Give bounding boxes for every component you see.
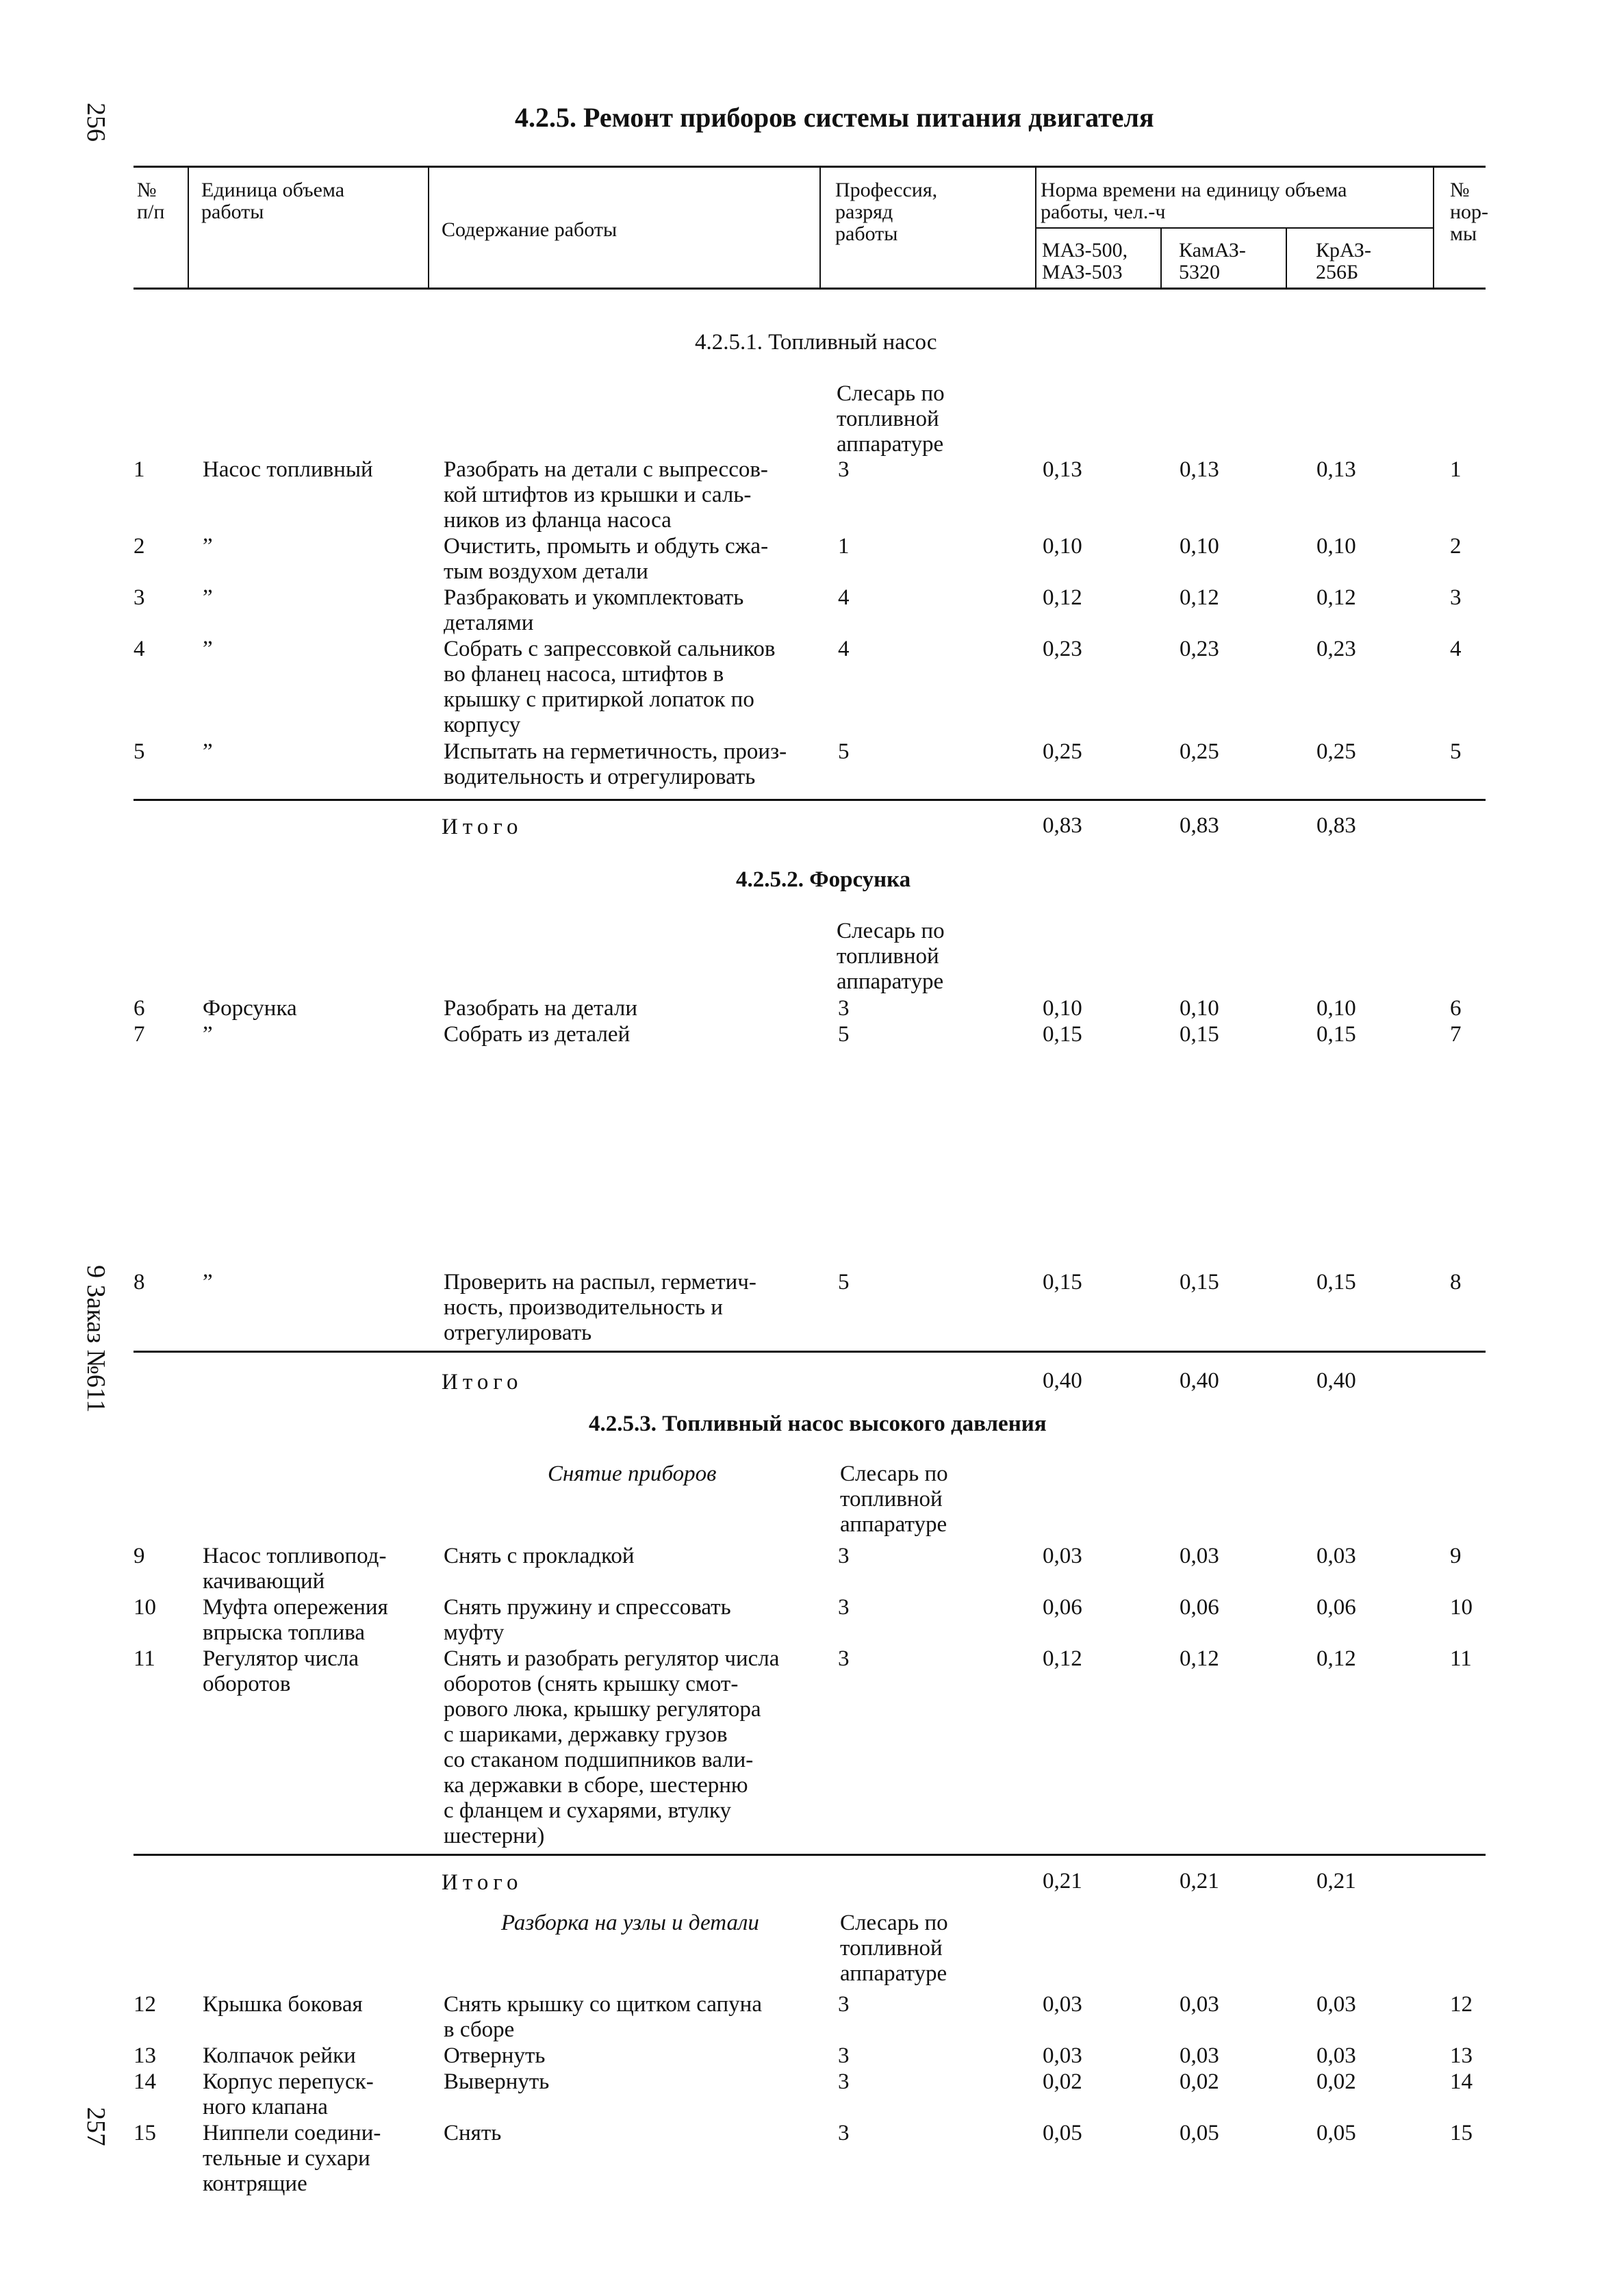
row-kamaz: 0,10	[1180, 996, 1219, 1021]
row-kamaz: 0,03	[1180, 2043, 1219, 2068]
row-kamaz: 0,05	[1180, 2121, 1219, 2145]
row-kraz: 0,13	[1316, 457, 1356, 482]
row-kamaz: 0,03	[1180, 1544, 1219, 1568]
row-norm: 11	[1450, 1646, 1472, 1671]
row-grade: 1	[838, 534, 850, 559]
row-unit: Ниппели соедини- тельные и сухари контрящие	[203, 2121, 381, 2196]
row-grade: 3	[838, 1544, 850, 1568]
row-maz: 0,13	[1043, 457, 1082, 482]
page-number-top: 256	[81, 103, 110, 142]
row-number: 8	[133, 1270, 145, 1294]
row-kraz: 0,03	[1316, 1544, 1356, 1568]
row-content: Вывернуть	[444, 2069, 550, 2094]
row-kamaz: 0,13	[1180, 457, 1219, 482]
row-unit: Колпачок рейки	[203, 2043, 356, 2068]
profession-label: Слесарь по топливной аппаратуре	[837, 919, 945, 994]
header-kraz: КрАЗ- 256Б	[1316, 239, 1371, 283]
row-maz: 0,03	[1043, 2043, 1082, 2068]
subheading-disassembly: Разборка на узлы и детали	[501, 1911, 759, 1935]
row-maz: 0,12	[1043, 1646, 1082, 1671]
row-number: 3	[133, 585, 145, 610]
row-grade: 5	[838, 739, 850, 764]
row-kamaz: 0,12	[1180, 585, 1219, 610]
row-unit: ”	[203, 637, 213, 661]
total-kamaz: 0,40	[1180, 1368, 1219, 1393]
row-norm: 3	[1450, 585, 1462, 610]
row-norm: 10	[1450, 1595, 1473, 1620]
row-kamaz: 0,02	[1180, 2069, 1219, 2094]
row-kamaz: 0,15	[1180, 1022, 1219, 1047]
row-grade: 3	[838, 1646, 850, 1671]
row-kraz: 0,05	[1316, 2121, 1356, 2145]
row-norm: 13	[1450, 2043, 1473, 2068]
total-label: Итого	[442, 815, 523, 839]
row-number: 2	[133, 534, 145, 559]
row-number: 14	[133, 2069, 156, 2094]
row-kamaz: 0,12	[1180, 1646, 1219, 1671]
row-content: Очистить, промыть и обдуть сжа- тым воздухом детали	[444, 534, 769, 584]
row-maz: 0,03	[1043, 1992, 1082, 2017]
page-title: 4.2.5. Ремонт приборов системы питания двигателя	[515, 102, 1154, 133]
row-norm: 2	[1450, 534, 1462, 559]
row-kraz: 0,10	[1316, 534, 1356, 559]
section-heading-pump: 4.2.5.1. Топливный насос	[695, 330, 937, 355]
row-kraz: 0,10	[1316, 996, 1356, 1021]
row-norm: 14	[1450, 2069, 1473, 2094]
total-separator	[133, 1854, 1486, 1856]
row-grade: 3	[838, 2043, 850, 2068]
row-content: Отвернуть	[444, 2043, 546, 2068]
total-separator	[133, 1351, 1486, 1353]
row-maz: 0,10	[1043, 534, 1082, 559]
total-kraz: 0,21	[1316, 1869, 1356, 1893]
row-content: Проверить на распыл, герметич- ность, производительность и отрегулировать	[444, 1270, 756, 1345]
total-maz: 0,40	[1043, 1368, 1082, 1393]
header-kamaz: КамАЗ- 5320	[1179, 239, 1246, 283]
row-content: Испытать на герметичность, произ- водительность и отрегулировать	[444, 739, 787, 789]
row-content: Разобрать на детали	[444, 996, 638, 1021]
section-heading-hp-pump: 4.2.5.3. Топливный насос высокого давления	[589, 1412, 1047, 1436]
row-grade: 4	[838, 637, 850, 661]
row-grade: 3	[838, 1595, 850, 1620]
row-maz: 0,23	[1043, 637, 1082, 661]
row-unit: Корпус перепуск- ного клапана	[203, 2069, 374, 2119]
row-kamaz: 0,25	[1180, 739, 1219, 764]
row-norm: 4	[1450, 637, 1462, 661]
row-unit: Муфта опережения впрыска топлива	[203, 1595, 388, 1645]
header-maz: МАЗ-500, МАЗ-503	[1042, 239, 1128, 283]
total-label: Итого	[442, 1870, 523, 1895]
total-kamaz: 0,21	[1180, 1869, 1219, 1893]
row-norm: 1	[1450, 457, 1462, 482]
row-number: 10	[133, 1595, 156, 1620]
row-number: 7	[133, 1022, 145, 1047]
row-unit: ”	[203, 1022, 213, 1047]
order-note: 9 Заказ №611	[81, 1265, 110, 1413]
total-maz: 0,21	[1043, 1869, 1082, 1893]
row-maz: 0,05	[1043, 2121, 1082, 2145]
header-unit: Единица объема работы	[201, 179, 345, 223]
row-number: 11	[133, 1646, 155, 1671]
row-number: 6	[133, 996, 145, 1021]
row-grade: 4	[838, 585, 850, 610]
row-number: 13	[133, 2043, 156, 2068]
row-kamaz: 0,10	[1180, 534, 1219, 559]
row-kamaz: 0,23	[1180, 637, 1219, 661]
row-norm: 6	[1450, 996, 1462, 1021]
row-maz: 0,25	[1043, 739, 1082, 764]
row-unit: ”	[203, 585, 213, 610]
header-num: № п/п	[137, 179, 165, 223]
profession-label: Слесарь по топливной аппаратуре	[837, 381, 945, 457]
row-kamaz: 0,03	[1180, 1992, 1219, 2017]
row-unit: ”	[203, 739, 213, 764]
row-unit: Крышка боковая	[203, 1992, 363, 2017]
row-unit: Форсунка	[203, 996, 297, 1021]
row-grade: 3	[838, 2069, 850, 2094]
row-maz: 0,02	[1043, 2069, 1082, 2094]
row-kraz: 0,12	[1316, 1646, 1356, 1671]
row-norm: 12	[1450, 1992, 1473, 2017]
row-unit: Регулятор числа оборотов	[203, 1646, 359, 1696]
row-kraz: 0,03	[1316, 2043, 1356, 2068]
row-number: 9	[133, 1544, 145, 1568]
row-content: Снять крышку со щитком сапуна в сборе	[444, 1992, 762, 2042]
row-number: 5	[133, 739, 145, 764]
subheading-removal: Снятие приборов	[548, 1462, 717, 1486]
row-content: Собрать с запрессовкой сальников во фланец насоса, штифтов в крышку с притиркой лопаток по корпусу	[444, 637, 776, 737]
row-content: Снять	[444, 2121, 502, 2145]
row-number: 4	[133, 637, 145, 661]
header-profession: Профессия, разряд работы	[835, 179, 938, 245]
row-maz: 0,15	[1043, 1022, 1082, 1047]
row-kraz: 0,25	[1316, 739, 1356, 764]
row-content: Собрать из деталей	[444, 1022, 631, 1047]
row-unit: Насос топливопод- качивающий	[203, 1544, 387, 1594]
row-content: Разбраковать и укомплектовать деталями	[444, 585, 744, 635]
row-grade: 5	[838, 1270, 850, 1294]
row-kamaz: 0,06	[1180, 1595, 1219, 1620]
row-kraz: 0,02	[1316, 2069, 1356, 2094]
profession-label: Слесарь по топливной аппаратуре	[840, 1911, 948, 1986]
section-heading-injector: 4.2.5.2. Форсунка	[736, 867, 911, 892]
total-label: Итого	[442, 1370, 523, 1394]
total-separator	[133, 799, 1486, 801]
row-content: Разобрать на детали с выпрессов- кой штифтов из крышки и саль- ников из фланца насоса	[444, 457, 768, 533]
row-number: 15	[133, 2121, 156, 2145]
row-maz: 0,12	[1043, 585, 1082, 610]
row-kraz: 0,15	[1316, 1270, 1356, 1294]
row-kamaz: 0,15	[1180, 1270, 1219, 1294]
row-norm: 5	[1450, 739, 1462, 764]
row-number: 1	[133, 457, 145, 482]
row-maz: 0,03	[1043, 1544, 1082, 1568]
row-unit: ”	[203, 1270, 213, 1294]
row-kraz: 0,12	[1316, 585, 1356, 610]
page-number-bottom: 257	[81, 2107, 110, 2146]
row-grade: 3	[838, 1992, 850, 2017]
row-number: 12	[133, 1992, 156, 2017]
total-kamaz: 0,83	[1180, 813, 1219, 838]
row-content: Снять пружину и спрессовать муфту	[444, 1595, 731, 1645]
row-maz: 0,06	[1043, 1595, 1082, 1620]
row-grade: 3	[838, 996, 850, 1021]
total-maz: 0,83	[1043, 813, 1082, 838]
total-kraz: 0,40	[1316, 1368, 1356, 1393]
header-norm-no: № нор- мы	[1450, 179, 1489, 245]
row-maz: 0,10	[1043, 996, 1082, 1021]
header-content: Содержание работы	[442, 218, 617, 241]
row-grade: 3	[838, 457, 850, 482]
row-kraz: 0,23	[1316, 637, 1356, 661]
row-kraz: 0,06	[1316, 1595, 1356, 1620]
row-unit: Насос топливный	[203, 457, 373, 482]
row-content: Снять с прокладкой	[444, 1544, 635, 1568]
row-grade: 3	[838, 2121, 850, 2145]
row-norm: 7	[1450, 1022, 1462, 1047]
profession-label: Слесарь по топливной аппаратуре	[840, 1462, 948, 1537]
total-kraz: 0,83	[1316, 813, 1356, 838]
row-grade: 5	[838, 1022, 850, 1047]
header-norm-time: Норма времени на единицу объема работы, чел.-ч	[1041, 179, 1347, 223]
row-maz: 0,15	[1043, 1270, 1082, 1294]
row-content: Снять и разобрать регулятор числа оборотов (снять крышку смот- рового люка, крышку регулятора с шариками, державку грузов со стаканом подшипников вали- ка державки в сборе, шестерню с фланцем и сухарями, втулку шестерни)	[444, 1646, 780, 1848]
row-kraz: 0,03	[1316, 1992, 1356, 2017]
row-norm: 8	[1450, 1270, 1462, 1294]
row-norm: 9	[1450, 1544, 1462, 1568]
row-norm: 15	[1450, 2121, 1473, 2145]
row-unit: ”	[203, 534, 213, 559]
row-kraz: 0,15	[1316, 1022, 1356, 1047]
